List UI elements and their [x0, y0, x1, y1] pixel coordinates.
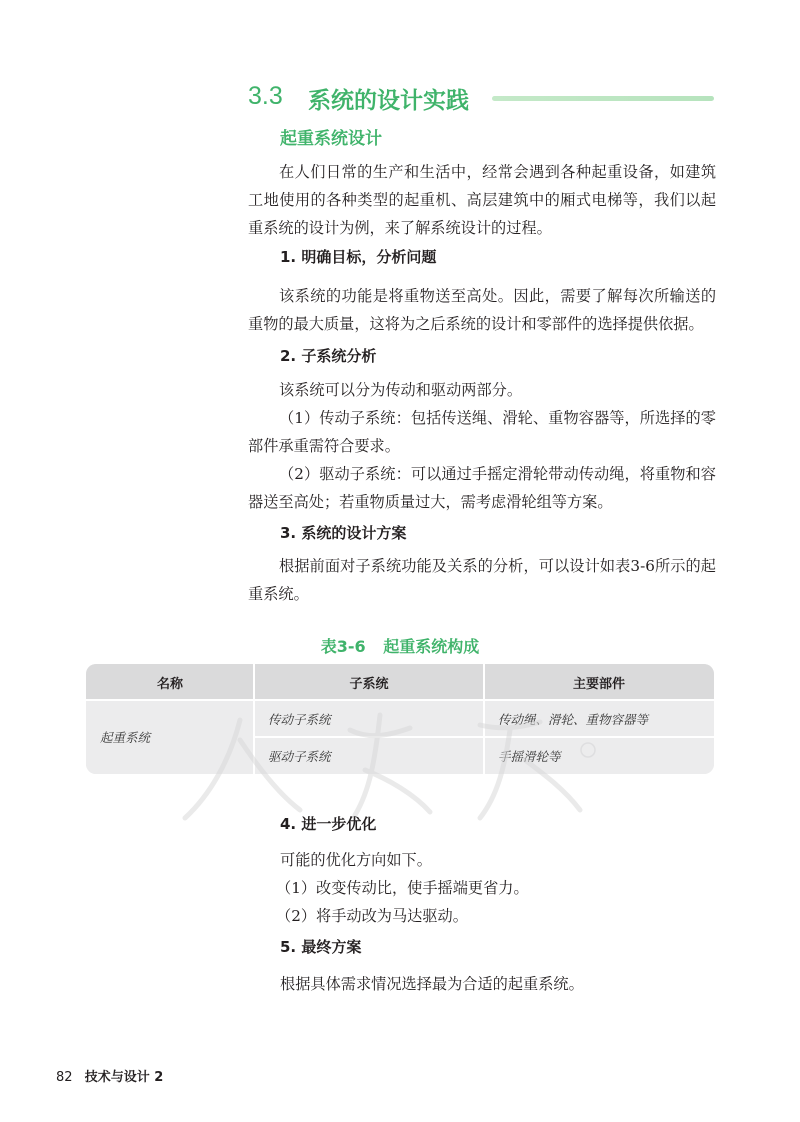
table-cell-parts: 传动绳、滑轮、重物容器等 — [484, 700, 714, 737]
section-number: 3.3 — [248, 82, 283, 110]
page-number: 82 — [56, 1070, 73, 1085]
table-caption-title: 起重系统构成 — [383, 637, 480, 656]
table-cell-subsystem: 传动子系统 — [254, 700, 484, 737]
table-caption — [0, 634, 800, 657]
table-cell-system-name: 起重系统 — [86, 700, 254, 774]
step-4-line-3: （2）将手动改为马达驱动。 — [276, 907, 468, 925]
table-header-name: 名称 — [86, 664, 254, 700]
page-footer — [56, 1066, 163, 1085]
table-cell-subsystem: 驱动子系统 — [254, 737, 484, 774]
step-4-title: 4. 进一步优化 — [280, 815, 377, 833]
table-cell-parts: 手摇滑轮等 — [484, 737, 714, 774]
step-2-title: 2. 子系统分析 — [280, 347, 377, 365]
step-2-line-2: （1）传动子系统：包括传送绳、滑轮、重物容器等，所选择的零部件承重需符合要求。 — [248, 409, 716, 455]
subheading: 起重系统设计 — [280, 129, 382, 149]
table-divider — [86, 699, 714, 701]
step-4-line-2: （1）改变传动比，使手摇端更省力。 — [276, 879, 529, 897]
step-5-text: 根据具体需求情况选择最为合适的起重系统。 — [280, 975, 584, 993]
step-2-line-1: 该系统可以分为传动和驱动两部分。 — [279, 381, 522, 399]
table-divider — [253, 664, 255, 774]
system-table — [86, 664, 714, 774]
intro-paragraph: 在人们日常的生产和生活中，经常会遇到各种起重设备，如建筑工地使用的各种类型的起重机、高层建筑中的厢式电梯等，我们以起重系统的设计为例，来了解系统设计的过程。 — [248, 163, 716, 237]
step-1-text: 该系统的功能是将重物送至高处。因此，需要了解每次所输送的重物的最大质量，这将为之后系统的设计和零部件的选择提供依据。 — [248, 287, 716, 333]
step-5-title: 5. 最终方案 — [280, 938, 362, 956]
section-header — [248, 82, 718, 118]
table-header-parts: 主要部件 — [484, 664, 714, 700]
step-1-title: 1. 明确目标，分析问题 — [280, 248, 437, 266]
book-title: 技术与设计 2 — [84, 1070, 164, 1085]
step-3-title: 3. 系统的设计方案 — [280, 524, 407, 542]
step-2-line-3: （2）驱动子系统：可以通过手摇定滑轮带动传动绳，将重物和容器送至高处；若重物质量过大，需考虑滑轮组等方案。 — [248, 465, 716, 511]
step-3-text: 根据前面对子系统功能及关系的分析，可以设计如表3-6所示的起重系统。 — [248, 557, 716, 603]
section-title: 系统的设计实践 — [308, 88, 469, 114]
section-header-rule — [492, 96, 714, 101]
table-caption-label: 表3-6 — [320, 637, 366, 656]
table-divider — [483, 664, 485, 774]
table-header-subsystem: 子系统 — [254, 664, 484, 700]
table-divider — [254, 736, 714, 738]
step-4-line-1: 可能的优化方向如下。 — [280, 851, 432, 869]
